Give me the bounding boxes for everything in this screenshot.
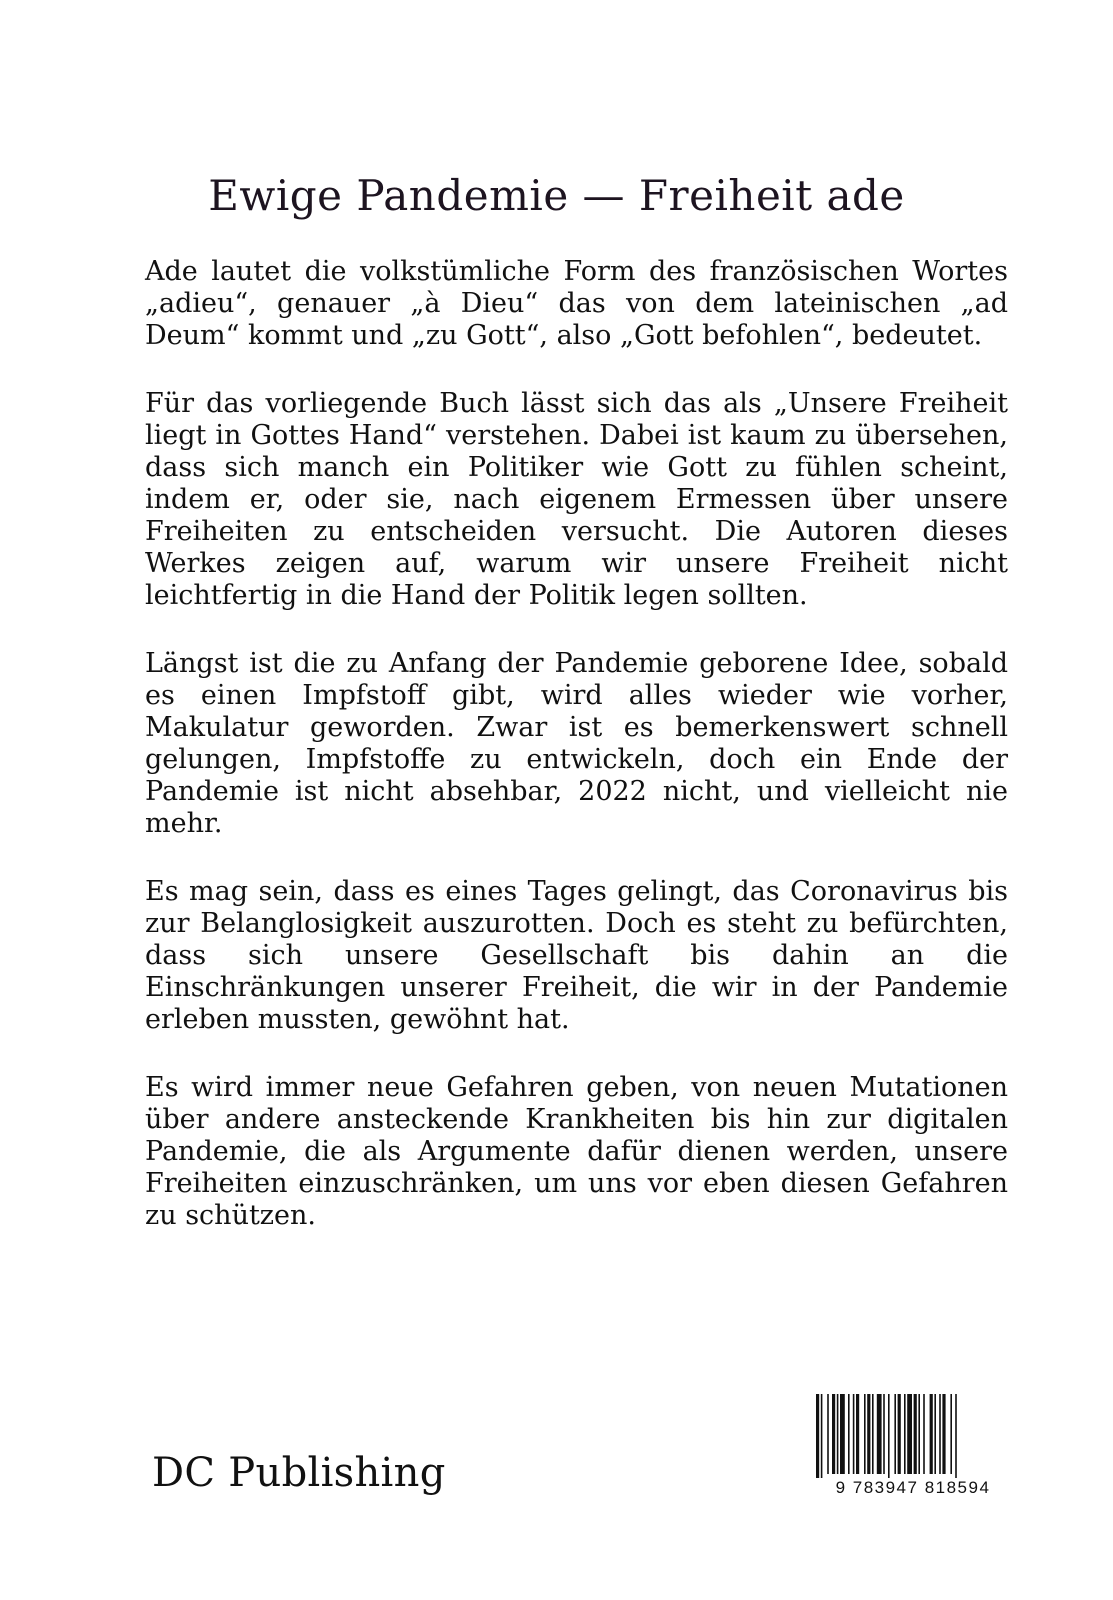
barcode-bar [816,1394,819,1478]
blurb-paragraph-3: Längst ist die zu Anfang der Pandemie geborene Idee, sobald es einen Impfstoff gibt, wird alles wieder wie vorher, Makulatur geworden. Zwar ist es bemerkenswert schnell gelungen, Impfstoffe zu entwickeln, doch ein Ende der Pandemie ist nicht absehbar, 2022 nicht, und vielleicht nie mehr. [145,648,1008,839]
barcode-bar [840,1394,845,1474]
barcode-bar [939,1394,941,1474]
barcode-bar [864,1394,866,1474]
barcode-bar [867,1394,870,1474]
isbn-barcode-icon [812,1394,1014,1478]
barcode-bar [918,1394,920,1474]
barcode-bar [904,1394,906,1474]
publisher-name: DC Publishing [152,1450,446,1496]
blurb-paragraph-1: Ade lautet die volkstümliche Form des französischen Wortes „adieu“, genauer „à Dieu“ das von dem lateinischen „ad Deum“ kommt und „zu Gott“, also „Gott befohlen“, bedeutet. [145,256,1008,351]
book-title: Ewige Pandemie — Freiheit ade [208,171,905,220]
isbn-barcode [812,1394,1014,1502]
barcode-bar [853,1394,855,1474]
blurb-paragraph-5: Es wird immer neue Gefahren geben, von neuen Mutationen über andere ansteckende Krankheiten bis hin zur digitalen Pandemie, die als Argumente dafür dienen werden, unsere Freiheiten einzuschränken, um uns vor eben diesen Gefahren zu schützen. [145,1072,1008,1231]
barcode-bar [930,1394,933,1474]
blurb-text [145,256,1008,1268]
barcode-bar [827,1394,829,1474]
isbn-number: 9 783947 818594 [835,1478,991,1497]
barcode-bar [877,1394,882,1474]
barcode-bar [872,1394,874,1474]
barcode-bar [837,1394,839,1474]
barcode-bar [888,1394,890,1478]
barcode-bar [832,1394,835,1474]
barcode-bar [894,1394,896,1474]
barcode-bar [907,1394,912,1474]
barcode-bar [883,1394,885,1474]
barcode-bar [898,1394,901,1474]
barcode-bar [934,1394,936,1474]
barcode-bar [821,1394,823,1478]
blurb-paragraph-4: Es mag sein, dass es eines Tages gelingt, das Coronavirus bis zur Belanglosigkeit auszurotten. Doch es steht zu befürchten, dass sich unsere Gesellschaft bis dahin an die Einschränkungen unserer Freiheit, die wir in der Pandemie erleben mussten, gewöhnt hat. [145,876,1008,1035]
barcode-bar [856,1394,859,1474]
barcode-bar [950,1394,952,1474]
barcode-bar [914,1394,917,1474]
blurb-paragraph-2: Für das vorliegende Buch lässt sich das als „Unsere Freiheit liegt in Gottes Hand“ verstehen. Dabei ist kaum zu übersehen, dass sich manch ein Politiker wie Gott zu fühlen scheint, indem er, oder sie, nach eigenem Ermessen über unsere Freiheiten zu entscheiden versucht. Die Autoren dieses Werkes zeigen auf, warum wir unsere Freiheit nicht leichtfertig in die Hand der Politik legen sollten. [145,388,1008,611]
barcode-bar [848,1394,850,1474]
barcode-bar [923,1394,925,1474]
barcode-bar [942,1394,945,1474]
barcode-bar [955,1394,957,1478]
